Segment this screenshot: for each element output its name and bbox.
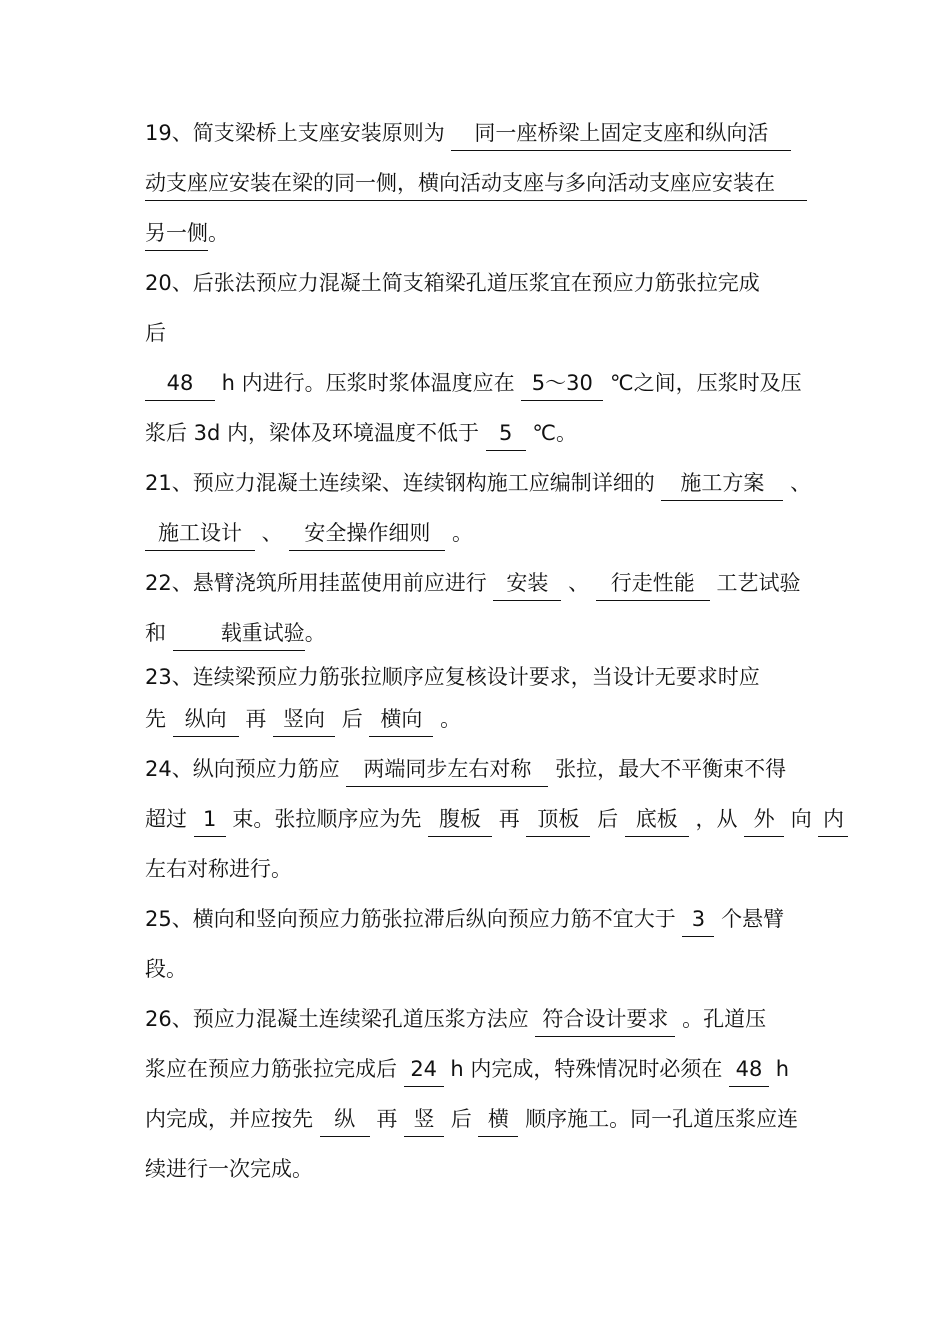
q24-line-3 bbox=[145, 844, 292, 894]
q24-blank-5: 底板 bbox=[625, 802, 689, 837]
q22-text-3: 和 bbox=[145, 621, 173, 645]
q24-blank-3: 腹板 bbox=[428, 802, 492, 837]
q25-prompt: 25、横向和竖向预应力筋张拉滞后纵向预应力筋不宜大于 bbox=[145, 907, 683, 931]
q23-blank-1: 纵向 bbox=[173, 702, 239, 737]
q20-text-2: ℃之间，压浆时及压 bbox=[603, 371, 802, 395]
q24-blank-2: 1 bbox=[194, 802, 226, 837]
q19-end: 。 bbox=[208, 221, 229, 245]
q19-line-3 bbox=[145, 208, 229, 258]
q19-blank-3: 另一侧 bbox=[145, 216, 208, 251]
q19-prompt: 19、简支梁桥上支座安装原则为 bbox=[145, 121, 452, 145]
q26-line-1 bbox=[145, 994, 766, 1044]
q19-blank-2: 动支座应安装在梁的同一侧，横向活动支座与多向活动支座应安装在 bbox=[145, 166, 807, 201]
q22-blank-1: 安装 bbox=[493, 566, 561, 601]
q20-line-4 bbox=[145, 408, 577, 458]
q23-blank-3: 横向 bbox=[369, 702, 433, 737]
q26-line-2 bbox=[145, 1044, 789, 1094]
q24-line-2 bbox=[145, 794, 848, 844]
q23-blank-2: 竖向 bbox=[273, 702, 335, 737]
q26-text-6: 再 bbox=[369, 1107, 405, 1131]
q19-line-1 bbox=[145, 108, 791, 158]
q26-line-3 bbox=[145, 1094, 798, 1144]
q20-blank-3: 5 bbox=[486, 416, 526, 451]
q26-text-1: 。孔道压 bbox=[675, 1007, 767, 1031]
q25-text-2: 段。 bbox=[145, 957, 187, 981]
q20-line-3 bbox=[145, 358, 802, 408]
q24-prompt: 24、纵向预应力筋应 bbox=[145, 757, 347, 781]
q21-blank-2: 施工设计 bbox=[145, 516, 255, 551]
q26-text-4: h bbox=[769, 1057, 790, 1081]
q26-text-9: 续进行一次完成。 bbox=[145, 1157, 313, 1181]
q24-blank-6: 外 bbox=[744, 802, 784, 837]
q24-text-6: ，从 bbox=[688, 807, 745, 831]
q22-text-4: 。 bbox=[304, 621, 326, 645]
q20-line-2 bbox=[145, 308, 166, 358]
q19-line-2 bbox=[145, 158, 807, 208]
q23-text-4: 。 bbox=[433, 707, 462, 731]
q24-blank-7: 内 bbox=[818, 802, 848, 837]
q24-line-1 bbox=[145, 744, 786, 794]
q24-text-7: 向 bbox=[784, 807, 819, 831]
q26-text-7: 后 bbox=[444, 1107, 479, 1131]
q23-line-2 bbox=[145, 694, 461, 744]
q20-text-1: h 内进行。压浆时浆体温度应在 bbox=[215, 371, 522, 395]
q24-text-1: 张拉，最大不平衡束不得 bbox=[548, 757, 787, 781]
q21-prompt: 21、预应力混凝土连续梁、连续钢构施工应编制详细的 bbox=[145, 471, 662, 495]
q26-blank-6: 横 bbox=[478, 1102, 518, 1137]
q24-blank-4: 顶板 bbox=[526, 802, 590, 837]
q26-blank-4: 纵 bbox=[320, 1102, 370, 1137]
q22-line-2 bbox=[145, 608, 326, 658]
q21-blank-1: 施工方案 bbox=[661, 466, 783, 501]
q23-text-2: 再 bbox=[238, 707, 274, 731]
q24-text-8: 左右对称进行。 bbox=[145, 857, 292, 881]
q26-prompt: 26、预应力混凝土连续梁孔道压浆方法应 bbox=[145, 1007, 536, 1031]
q20-text-4: ℃。 bbox=[525, 421, 577, 445]
q22-text-2: 工艺试验 bbox=[709, 571, 801, 595]
q20-line-1 bbox=[145, 258, 760, 308]
q22-prompt: 22、悬臂浇筑所用挂蓝使用前应进行 bbox=[145, 571, 494, 595]
q25-line-1 bbox=[145, 894, 784, 944]
q23-prompt: 23、连续梁预应力筋张拉顺序应复核设计要求，当设计无要求时应 bbox=[145, 665, 760, 689]
q25-blank-1: 3 bbox=[682, 902, 714, 937]
q26-blank-3: 48 bbox=[729, 1052, 769, 1087]
q26-blank-5: 竖 bbox=[404, 1102, 444, 1137]
q24-text-5: 后 bbox=[590, 807, 625, 831]
q19-blank-1: 同一座桥梁上固定支座和纵向活 bbox=[451, 116, 791, 151]
q22-line-1 bbox=[145, 558, 800, 608]
q21-text-2: 、 bbox=[255, 521, 290, 545]
q26-line-4 bbox=[145, 1144, 313, 1194]
q26-text-3: h 内完成，特殊情况时必须在 bbox=[443, 1057, 730, 1081]
q26-blank-1: 符合设计要求 bbox=[535, 1002, 675, 1037]
q22-text-1: 、 bbox=[561, 571, 596, 595]
q26-text-8: 顺序施工。同一孔道压浆应连 bbox=[518, 1107, 799, 1131]
q26-text-5: 内完成，并应按先 bbox=[145, 1107, 320, 1131]
q22-blank-3: 载重试验 bbox=[173, 616, 305, 651]
q20-text-3: 浆后 3d 内，梁体及环境温度不低于 bbox=[145, 421, 486, 445]
q24-text-4: 再 bbox=[492, 807, 527, 831]
q25-text-1: 个悬臂 bbox=[714, 907, 785, 931]
q20-blank-1: 48 bbox=[145, 366, 215, 401]
q26-blank-2: 24 bbox=[404, 1052, 444, 1087]
q20-blank-2: 5～30 bbox=[521, 366, 603, 401]
q21-text-1: 、 bbox=[783, 471, 812, 495]
q22-blank-2: 行走性能 bbox=[596, 566, 710, 601]
q24-text-2: 超过 bbox=[145, 807, 194, 831]
q24-text-3: 束。张拉顺序应为先 bbox=[225, 807, 429, 831]
q25-line-2 bbox=[145, 944, 187, 994]
q21-line-2 bbox=[145, 508, 473, 558]
q24-blank-1: 两端同步左右对称 bbox=[346, 752, 548, 787]
q21-line-1 bbox=[145, 458, 811, 508]
q20-prompt: 20、后张法预应力混凝土简支箱梁孔道压浆宜在预应力筋张拉完成 bbox=[145, 271, 760, 295]
q23-text-1: 先 bbox=[145, 707, 173, 731]
q21-blank-3: 安全操作细则 bbox=[289, 516, 445, 551]
q23-text-3: 后 bbox=[335, 707, 370, 731]
q20-prompt-2: 后 bbox=[145, 321, 166, 345]
q21-text-3: 。 bbox=[445, 521, 474, 545]
q26-text-2: 浆应在预应力筋张拉完成后 bbox=[145, 1057, 404, 1081]
